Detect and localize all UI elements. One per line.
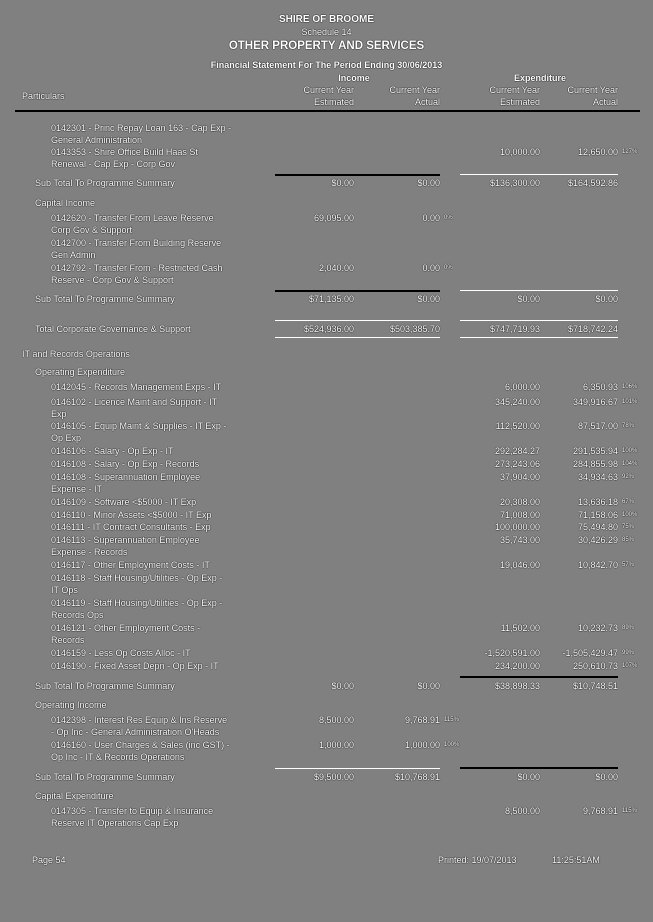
org-name: SHIRE OF BROOME: [278, 14, 374, 25]
line-item-label: 0146121 - Other Employment Costs -: [51, 623, 201, 633]
subtotal-exp-est: $0.00: [517, 772, 540, 782]
section-heading: Operating Income: [35, 700, 107, 710]
exp-act-value: 349,916.67: [572, 397, 618, 407]
schedule-label: Schedule 14: [301, 27, 352, 37]
report-subtitle: Financial Statement For The Period Ending 30/06/2013: [210, 60, 443, 70]
subtotal-inc-est: $0.00: [331, 178, 354, 188]
subtotal-rule: [460, 676, 618, 678]
line-item-label: 0146113 - Superannuation Employee: [51, 535, 200, 545]
line-item-label: 0142792 - Transfer From - Restricted Cash: [51, 263, 223, 273]
total-inc-act: $503,385.70: [389, 324, 440, 334]
exp-est-value: 71,008.00: [499, 510, 540, 520]
exp-act-value: 75,494.80: [577, 522, 618, 532]
line-item-label: Corp Gov & Support: [51, 225, 133, 235]
line-item-label: 0146102 - Licence Maint and Support - IT: [51, 397, 218, 407]
exp-pct-value: 127%: [622, 149, 638, 155]
exp-act-value: 6,350.93: [582, 382, 618, 392]
exp-pct-value: 106%: [622, 384, 638, 390]
exp-est-value: 292,284.27: [494, 446, 540, 456]
line-item-label: 0146108 - Salary - Op Exp - Records: [51, 459, 200, 469]
line-item-label: Records Ops: [51, 610, 104, 620]
subtotal-inc-est: $0.00: [331, 681, 354, 691]
exp-act-value: 87,517.00: [577, 421, 618, 431]
line-item-label: 0146159 - Less Op Costs Alloc - IT: [51, 648, 191, 658]
exp-act-value: 13,636.18: [577, 497, 618, 507]
exp-act-value: 71,158.06: [577, 510, 618, 520]
line-item-label: 0142700 - Transfer From Building Reserve: [51, 238, 222, 248]
line-item-label: Expense - IT: [51, 484, 103, 494]
line-item-label: 0146111 - IT Contract Consultants - Exp: [51, 522, 211, 532]
exp-est-value: 6,000.00: [504, 382, 540, 392]
line-item-label: Op Inc - IT & Records Operations: [51, 752, 185, 762]
line-item-label: - Op Inc - General Administration O'Heads: [51, 727, 220, 737]
program-heading: IT and Records Operations: [22, 349, 130, 359]
exp-est-value: 20,308.00: [499, 497, 540, 507]
inc-pct-value: 115%: [444, 717, 459, 723]
exp-est-header-2: Estimated: [499, 97, 540, 107]
line-item-label: 0146119 - Staff Housing/Utilities - Op Exp -: [51, 598, 223, 608]
inc-est-value: 69,095.00: [313, 213, 354, 223]
inc-act-header-1: Current Year: [389, 85, 440, 95]
line-item-label: 0146118 - Staff Housing/Utilities - Op Exp -: [51, 573, 223, 583]
exp-pct-value: 101%: [622, 399, 638, 405]
total-rule-bottom: [275, 337, 440, 338]
line-item-label: 0146117 - Other Employment Costs - IT: [51, 560, 210, 570]
expenditure-header: Expenditure: [513, 73, 566, 83]
inc-act-value: 0.00: [422, 263, 440, 273]
subtotal-rule: [460, 290, 618, 291]
line-item-label: 0146108 - Superannuation Employee: [51, 472, 201, 482]
subtotal-exp-act: $0.00: [595, 772, 618, 782]
subtotal-label: Sub Total To Programme Summary: [35, 178, 175, 188]
exp-pct-value: 67%: [622, 499, 635, 505]
inc-act-value: 9,768.91: [404, 715, 440, 725]
exp-est-value: 100,000.00: [494, 522, 540, 532]
inc-est-header-2: Estimated: [313, 97, 354, 107]
subtotal-exp-est: $0.00: [517, 294, 540, 304]
income-header: Income: [338, 73, 370, 83]
inc-pct-value: 0%: [444, 215, 453, 221]
subtotal-exp-act: $0.00: [595, 294, 618, 304]
inc-act-value: 1,000.00: [404, 740, 440, 750]
exp-act-value: 34,934.63: [577, 472, 618, 482]
subtotal-inc-act: $10,768.91: [394, 772, 440, 782]
exp-act-value: 30,426.29: [577, 535, 618, 545]
inc-act-header-2: Actual: [414, 97, 440, 107]
line-item-label: Expense - Records: [51, 547, 128, 557]
exp-act-value: 9,768.91: [582, 806, 618, 816]
exp-act-value: 10,232.73: [577, 623, 618, 633]
subtotal-rule: [460, 767, 618, 769]
exp-est-value: 8,500.00: [504, 806, 540, 816]
line-item-label: 0146160 - User Charges & Sales (inc GST) -: [51, 740, 230, 750]
exp-est-value: -1,520,591.00: [484, 648, 540, 658]
line-item-label: 0146106 - Salary - Op Exp - IT: [51, 446, 174, 456]
line-item-label: 0146110 - Minor Assets <$5000 - IT Exp: [51, 510, 212, 520]
exp-est-header-1: Current Year: [489, 85, 540, 95]
subtotal-rule: [275, 290, 440, 292]
subtotal-rule: [275, 768, 440, 769]
subtotal-label: Sub Total To Programme Summary: [35, 772, 175, 782]
subtotal-exp-est: $38,898.33: [494, 681, 540, 691]
exp-pct-value: 104%: [622, 461, 638, 467]
inc-act-value: 0.00: [422, 213, 440, 223]
line-item-label: 0142301 - Princ Repay Loan 163 - Cap Exp -: [51, 123, 232, 133]
exp-pct-value: 57%: [622, 562, 635, 568]
line-item-label: 0146190 - Fixed Asset Depn - Op Exp - IT: [51, 661, 219, 671]
exp-est-value: 11,502.00: [500, 623, 540, 633]
line-item-label: 0142045 - Records Management Exps - IT: [51, 382, 222, 392]
page-number: Page 54: [32, 855, 66, 865]
subtotal-rule: [275, 174, 440, 176]
line-item-label: Renewal - Cap Exp - Corp Gov: [51, 159, 176, 169]
header-rule: [15, 110, 640, 112]
total-rule-top: [275, 320, 440, 321]
exp-act-header-1: Current Year: [567, 85, 618, 95]
line-item-label: Gen Admin: [51, 250, 96, 260]
subtotal-exp-act: $164,592.86: [567, 178, 618, 188]
subtotal-exp-est: $136,300.00: [489, 178, 540, 188]
line-item-label: 0142620 - Transfer From Leave Reserve: [51, 213, 214, 223]
exp-act-value: 291,535.94: [572, 446, 618, 456]
printed-date: Printed: 19/07/2013: [438, 855, 517, 865]
exp-est-value: 10,000.00: [499, 147, 540, 157]
line-item-label: IT Ops: [51, 585, 78, 595]
exp-pct-value: 75%: [622, 524, 635, 530]
exp-est-value: 112,520.00: [495, 421, 540, 431]
line-item-label: 0143353 - Shire Office Build Haas St: [51, 147, 198, 157]
subtotal-label: Sub Total To Programme Summary: [35, 681, 175, 691]
exp-pct-value: 107%: [622, 663, 638, 669]
line-item-label: Records: [51, 635, 85, 645]
subtotal-inc-act: $0.00: [417, 178, 440, 188]
line-item-label: 0142398 - Interest Res Equip & Ins Reserve: [51, 715, 228, 725]
exp-pct-value: 85%: [622, 537, 635, 543]
exp-est-value: 234,200.00: [494, 661, 540, 671]
section-heading: Capital Income: [35, 198, 96, 208]
subtotal-inc-act: $0.00: [417, 294, 440, 304]
subtotal-exp-act: $10,748.51: [572, 681, 618, 691]
exp-pct-value: 100%: [622, 448, 638, 454]
exp-act-value: 10,842.70: [577, 560, 618, 570]
inc-est-header-1: Current Year: [303, 85, 354, 95]
line-item-label: 0146109 - Software <$5000 - IT Exp: [51, 497, 197, 507]
exp-pct-value: 78%: [622, 423, 635, 429]
section-heading: Capital Expenditure: [35, 791, 114, 801]
exp-pct-value: 92%: [622, 474, 635, 480]
exp-act-value: 12,650.00: [577, 147, 618, 157]
total-rule-top: [460, 320, 618, 321]
total-inc-est: $524,936.00: [303, 324, 354, 334]
exp-pct-value: 99%: [622, 650, 635, 656]
subtotal-label: Sub Total To Programme Summary: [35, 294, 175, 304]
subtotal-rule: [460, 174, 618, 175]
line-item-label: 0146105 - Equip Maint & Supplies - IT Exp -: [51, 421, 227, 431]
exp-est-value: 273,243.06: [494, 459, 540, 469]
exp-est-value: 19,046.00: [499, 560, 540, 570]
exp-pct-value: 115%: [622, 808, 637, 814]
exp-pct-value: 100%: [622, 512, 638, 518]
subtotal-inc-act: $0.00: [417, 681, 440, 691]
subtotal-inc-est: $9,500.00: [313, 772, 354, 782]
total-rule-bottom: [460, 337, 618, 338]
report-title: OTHER PROPERTY AND SERVICES: [228, 40, 425, 52]
exp-pct-value: 89%: [622, 625, 635, 631]
line-item-label: Op Exp: [51, 433, 82, 443]
line-item-label: 0147305 - Transfer to Equip & Insurance: [51, 806, 214, 816]
inc-est-value: 2,040.00: [318, 263, 354, 273]
particulars-header: Particulars: [22, 91, 65, 101]
printed-time: 11:25:51AM: [552, 855, 600, 865]
line-item-label: General Administration: [51, 135, 143, 145]
inc-pct-value: 0%: [444, 265, 453, 271]
line-item-label: Exp: [51, 409, 67, 419]
exp-est-value: 345,240.00: [494, 397, 540, 407]
inc-pct-value: 100%: [444, 742, 460, 748]
total-exp-est: $747,719.93: [489, 324, 540, 334]
line-item-label: Reserve IT Operations Cap Exp: [51, 818, 179, 828]
exp-act-value: 284,855.98: [572, 459, 618, 469]
total-exp-act: $718,742.24: [567, 324, 618, 334]
total-label: Total Corporate Governance & Support: [35, 324, 191, 334]
exp-est-value: 37,904.00: [499, 472, 540, 482]
inc-est-value: 1,000.00: [318, 740, 354, 750]
exp-act-value: 250,610.73: [572, 661, 618, 671]
subtotal-inc-est: $71,135.00: [308, 294, 354, 304]
exp-act-header-2: Actual: [592, 97, 618, 107]
exp-act-value: -1,505,429.47: [562, 648, 618, 658]
section-heading: Operating Expenditure: [35, 367, 126, 377]
exp-est-value: 35,743.00: [499, 535, 540, 545]
inc-est-value: 8,500.00: [318, 715, 354, 725]
line-item-label: Reserve - Corp Gov & Support: [51, 275, 174, 285]
